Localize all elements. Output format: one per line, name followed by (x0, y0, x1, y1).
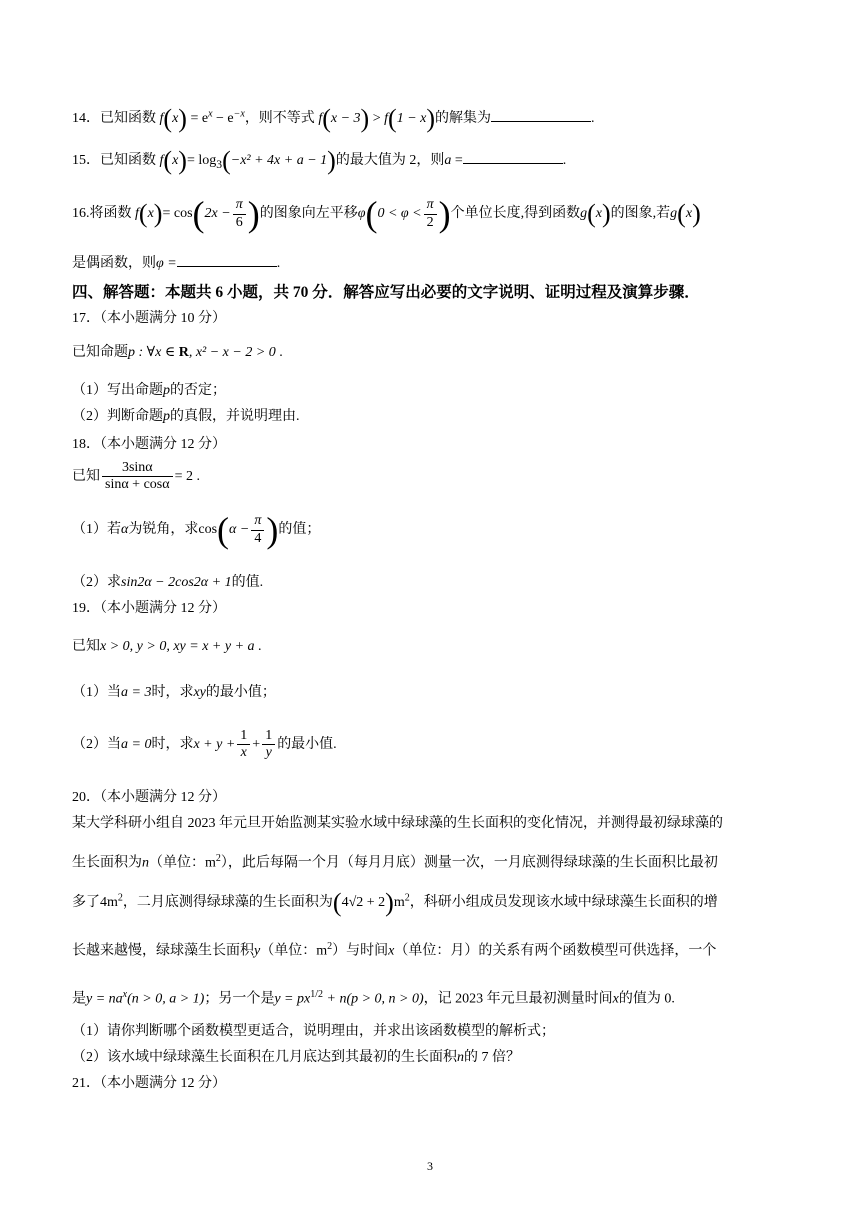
q18-s1b: 为锐角，求 (128, 522, 199, 538)
q16-cond: 0 < φ < (377, 206, 422, 222)
q20-p3: 多了$4m^2$，二月底测得绿球藻的生长面积为$(4√2 + 2)m^2$，科研小组成员发现该水域中绿球藻生长面积的增 (72, 888, 718, 917)
q18-head: 18．（本小题满分 12 分） (72, 437, 226, 452)
q20-half: 1/2 (310, 989, 323, 1000)
q20-p2a: 生长面积为 (72, 855, 142, 871)
q20-p4c: ）与时间 (332, 943, 389, 959)
q19-cond: x > 0, y > 0, xy = x + y + a (100, 639, 255, 654)
q16-mid2: 个单位长度,得到函数 (450, 206, 581, 222)
q17-p1: p (163, 383, 170, 398)
q20-model2: y = px (274, 991, 311, 1007)
q18-given-text: 已知 (72, 468, 100, 484)
q16-mid: 的图象向左平移 (259, 206, 358, 222)
q19-given (72, 638, 800, 656)
q18-den: sinα + cosα (105, 477, 170, 493)
q19-a0: a = 0 (121, 736, 152, 752)
q20-p4b: （单位： (260, 943, 317, 959)
q18-num: 3sinα (102, 460, 173, 477)
q19-a3: a = 3 (121, 685, 152, 700)
q15-a: a (444, 153, 452, 169)
q18-s1c: 的值； (278, 522, 321, 538)
q19-s1c: 的最小值； (205, 685, 276, 700)
q16-phi: φ (357, 206, 366, 222)
q20-p3e: m (393, 895, 405, 911)
q20-p3c: ，二月底测得绿球藻的生长面积为 (122, 895, 333, 911)
q20-x2: x (612, 991, 619, 1007)
answer-blank (491, 121, 591, 122)
q17-p2: p (163, 409, 170, 424)
q19-end: . (254, 639, 262, 654)
q17-s2: （2）判断命题 (72, 409, 163, 424)
q20-p3a: 多了 (72, 895, 100, 911)
q20-p2c: ），此后每隔一个月（每月月底）测量一次，一月底测得绿球藻的生长面积比最初 (220, 855, 718, 871)
q16-prefix: 16.将函数 (72, 206, 132, 222)
q20-p2: 生长面积为n（单位：$m^2$），此后每隔一个月（每月月底）测量一次，一月底测得绿球藻的生长面积比最初 (72, 853, 718, 871)
q14-arg2: 1 − x (396, 111, 427, 127)
question-16-line2 (72, 255, 800, 273)
q19-part1 (72, 684, 800, 702)
q19-given-text: 已知 (72, 639, 100, 654)
question-14: 14．已知函数 $f(x) = e^x - e^{-x}$，则不等式 f(x − 3) > f(1 − x)的解集为 . (72, 104, 595, 133)
q19-s2: （2）当 (72, 736, 121, 752)
q14-prefix: 14．已知函数 (72, 111, 156, 127)
answer-blank (177, 266, 277, 267)
q17-end: . (275, 345, 283, 360)
q20-p3f: ，科研小组成员发现该水域中绿球藻生长面积的增 (409, 895, 718, 911)
q17-part2 (72, 408, 800, 426)
q19-xd: x (240, 745, 247, 761)
q14-mid: − e (212, 111, 234, 127)
q19-one-b: 1 (262, 728, 275, 745)
q15-base: 3 (216, 158, 223, 172)
q17-p: p : ∀x ∈ (128, 345, 179, 360)
q20-p4d: （单位：月）的关系有两个函数模型可供选择，一个 (394, 943, 717, 959)
q17-s1: （1）写出命题 (72, 383, 163, 398)
q19-head: 19．（本小题满分 12 分） (72, 601, 226, 616)
q15-arg: −x² + 4x + a − 1 (230, 153, 328, 169)
q20-p3d: 4√2 + 2 (341, 895, 386, 911)
q16-eq: = cos (162, 206, 193, 222)
section-heading: 四、解答题：本题共 6 小题，共 70 分．解答应写出必要的文字说明、证明过程及演算步骤． (72, 284, 700, 301)
q18-arg: α − (229, 522, 250, 538)
q18-cos: cos (198, 522, 218, 538)
answer-blank (463, 163, 563, 164)
q16-end: . (276, 256, 281, 271)
q19-s1b: 时，求 (151, 685, 194, 700)
q19-s2b: 时，求 (151, 736, 194, 752)
q16-pi2: π (424, 197, 437, 214)
q20-model1: y = na (86, 991, 123, 1007)
q21-head: 21．（本小题满分 12 分） (72, 1076, 226, 1091)
q20-part1: （1）请你判断哪个函数模型更适合，说明理由，并求出该函数模型的解析式； (72, 1024, 555, 1039)
q14-mid2: ，则不等式 (244, 111, 315, 127)
q20-p5a: 是 (72, 991, 86, 1007)
q16-arg: 2x − (204, 206, 231, 222)
q18-alpha: α (121, 522, 129, 538)
q20-p5: 是$y = na^x(n > 0$, a > 1)；另一个是$y = px^{1/2} + n(p > 0$, n > 0)，记 2023 年元旦最初测量时间x的值为 0. (72, 989, 675, 1007)
q20-s2a: （2）该水域中绿球藻生长面积在几月底达到其最初的生长面积 (72, 1050, 457, 1065)
q19-xy: xy (193, 685, 206, 700)
q20-p5b: ；另一个是 (204, 991, 275, 1007)
question-16: 16.将函数 f(x)= cos(2x − $\frac{\pi}{6}$ )的图象向左平移φ(0 < φ < $\frac{\pi}{2}$ )个单位长度,得到函数g(x)的图象,若g(x) (72, 194, 701, 234)
q14-f: f (159, 111, 164, 127)
q18-given (72, 460, 800, 493)
q18-part2 (72, 574, 800, 592)
q16-line2: 是偶函数，则 (72, 256, 156, 271)
q20-part2 (72, 1049, 800, 1067)
q19-s2c: 的最小值. (277, 736, 337, 752)
q16-six: 6 (235, 214, 243, 230)
q14-f3: f (384, 111, 389, 127)
q17-R: R (178, 345, 189, 360)
q17-part1 (72, 382, 800, 400)
q18-four: 4 (254, 530, 262, 546)
q18-eq: = 2 . (174, 468, 200, 484)
q20-x: x (388, 943, 395, 959)
q20-p5c: ，记 2023 年元旦最初测量时间 (423, 991, 613, 1007)
q20-s2b: 的 7 倍？ (464, 1050, 520, 1065)
q19-expr: x + y + (193, 736, 236, 752)
q20-model1-cond: (n > 0, a > 1) (127, 991, 205, 1007)
q17-s2b: 的真假，并说明理由. (170, 409, 300, 424)
q20-y: y (254, 943, 261, 959)
q14-f2: f (318, 111, 323, 127)
q14-x: x (172, 111, 179, 127)
q19-s1: （1）当 (72, 685, 121, 700)
q16-mid3: 的图象,若 (610, 206, 671, 222)
q20-p4a: 长越来越慢，绿球藻生长面积 (72, 943, 254, 959)
q16-phi2: φ = (156, 256, 177, 271)
q16-g: g (580, 206, 588, 222)
q18-s2: （2）求 (72, 575, 121, 590)
q18-expr: sin2α − 2cos2α + 1 (121, 575, 232, 590)
q14-arg1: x − 3 (330, 111, 361, 127)
q20-p4: 长越来越慢，绿球藻生长面积y（单位：$m^2$）与时间x（单位：月）的关系有两个函数模型可供选择，一个 (72, 941, 717, 959)
q17-given: 已知命题 (72, 345, 128, 360)
q14-eq: = e (186, 111, 209, 127)
q20-p3b: 4m (100, 895, 118, 911)
q20-model2-cond: + n(p > 0, n > 0) (323, 991, 424, 1007)
q16-pi: π (233, 197, 246, 214)
q19-part2 (72, 728, 800, 761)
q20-n2: n (457, 1050, 464, 1065)
q15-eq2: = (451, 153, 463, 169)
q18-s1: （1）若 (72, 522, 121, 538)
page-number: 3 (427, 1159, 433, 1173)
q20-p1: 某大学科研小组自 2023 年元旦开始监测某实验水域中绿球藻的生长面积的变化情况，并测得最初绿球藻的 (72, 816, 723, 831)
q15-eq: = log (186, 153, 217, 169)
q14-suffix: 的解集为 (435, 111, 492, 127)
q14-gt: > (369, 111, 385, 127)
q19-one: 1 (237, 728, 250, 745)
q20-m2: m (205, 855, 216, 871)
q20-n: n (142, 855, 149, 871)
q18-s2b: 的值. (231, 575, 264, 590)
q15-end: . (562, 153, 567, 169)
q16-two: 2 (426, 214, 434, 230)
q17-s1b: 的否定； (170, 383, 226, 398)
q15-suffix: 的最大值为 2，则 (335, 153, 445, 169)
question-15: 15．已知函数 $f(x)= \log_3(-x^2 + 4x + a - 1)$的最大值为 2，则a = . (72, 146, 567, 175)
q14-end: . (591, 111, 595, 127)
q15-prefix: 15．已知函数 (72, 153, 156, 169)
q17-statement (72, 344, 800, 362)
q20-p2b: （单位： (149, 855, 205, 871)
q20-head: 20．（本小题满分 12 分） (72, 790, 226, 805)
q19-plus: + (252, 736, 261, 752)
q17-cond: , x² − x − 2 > 0 (188, 345, 276, 360)
q19-yd: y (265, 745, 272, 761)
q20-p5d: 的值为 0. (618, 991, 675, 1007)
q18-part1: （1）若α为锐角，求cos(α − $\frac{\pi}{4}$ )的值； (72, 510, 321, 550)
q17-head: 17．（本小题满分 10 分） (72, 311, 226, 326)
